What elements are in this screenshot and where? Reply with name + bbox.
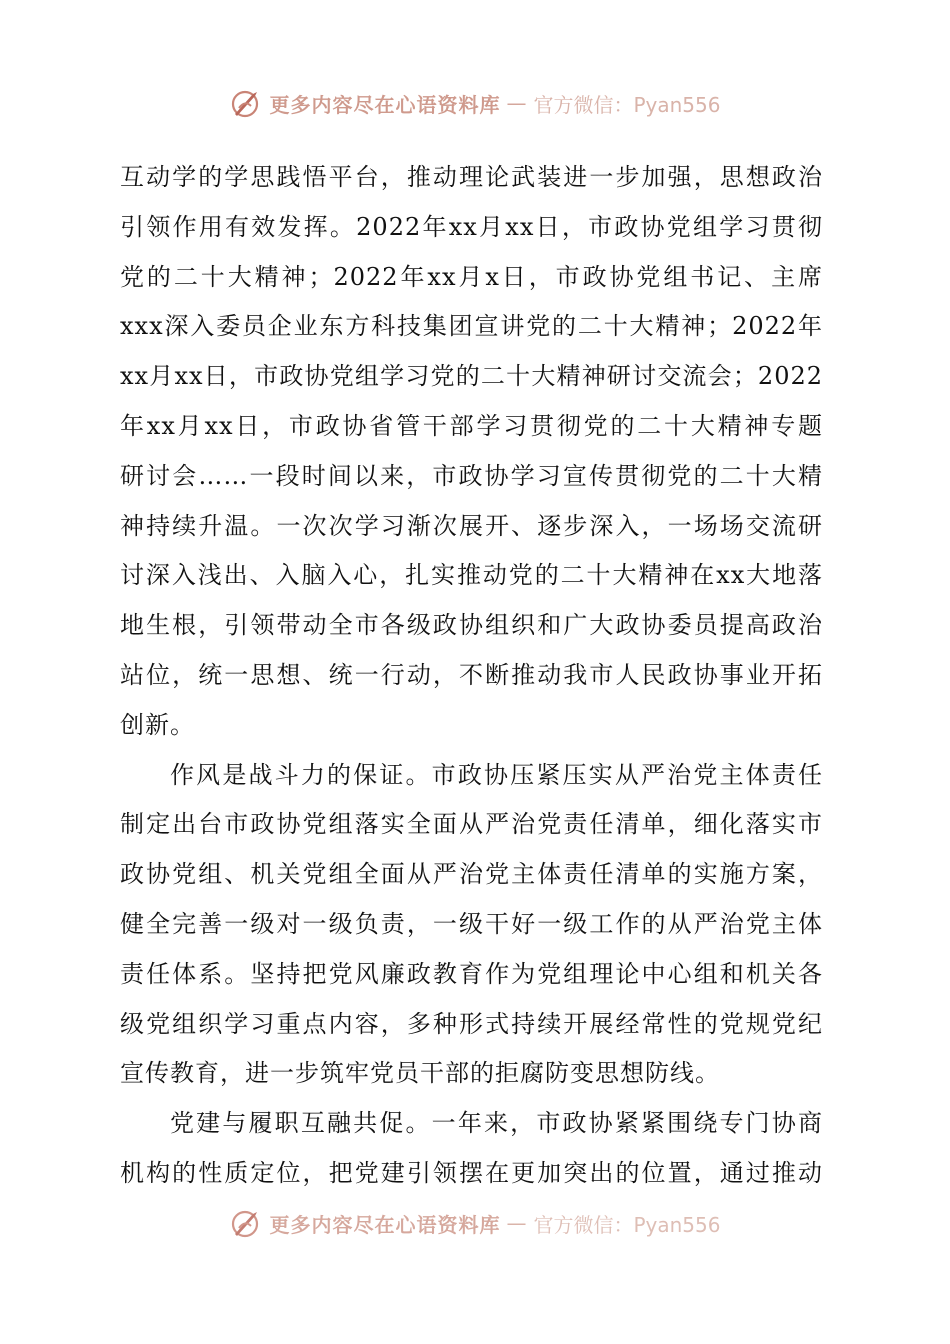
text-line: 创新。	[120, 710, 195, 739]
document-body	[120, 153, 823, 1199]
text-line: xxx深入委员企业东方科技集团宣讲党的二十大精神；2022年	[120, 312, 823, 341]
text-line: 站位，统一思想、统一行动，不断推动我市人民政协事业开拓	[120, 660, 823, 689]
watermark-brand: 更多内容尽在心语资料库	[269, 92, 501, 117]
text-line: 健全完善一级对一级负责，一级干好一级工作的从严治党主体	[120, 909, 823, 938]
text-line: 讨深入浅出、入脑入心，扎实推动党的二十大精神在xx大地落	[120, 561, 823, 590]
text-line: 地生根，引领带动全市各级政协组织和广大政协委员提高政治	[120, 611, 823, 640]
footer-watermark	[0, 1206, 950, 1240]
text-line: 级党组织学习重点内容，多种形式持续开展经常性的党规党纪	[120, 1009, 823, 1038]
text-line: 机构的性质定位，把党建引领摆在更加突出的位置，通过推动	[120, 1158, 823, 1187]
text-line: 年xx月xx日，市政协省管干部学习贯彻党的二十大精神专题	[120, 411, 823, 440]
paragraph-1	[120, 153, 823, 751]
pen-logo-icon	[229, 1206, 263, 1240]
pen-logo-icon	[229, 86, 263, 120]
text-line: 宣传教育，进一步筑牢党员干部的拒腐防变思想防线。	[120, 1059, 720, 1088]
paragraph-2	[120, 751, 823, 1100]
text-line: xx月xx日，市政协党组学习党的二十大精神研讨交流会；2022	[120, 362, 823, 391]
paragraph-3	[120, 1099, 823, 1199]
watermark-contact: 官方微信：Pyan556	[533, 92, 721, 117]
text-line: 引领作用有效发挥。2022年xx月xx日，市政协党组学习贯彻	[120, 212, 823, 241]
watermark-separator: —	[506, 91, 528, 115]
watermark-brand: 更多内容尽在心语资料库	[269, 1212, 501, 1237]
text-line: 党的二十大精神；2022年xx月x日，市政协党组书记、主席	[120, 262, 823, 291]
text-line: 党建与履职互融共促。一年来，市政协紧紧围绕专门协商	[170, 1109, 823, 1138]
text-line: 作风是战斗力的保证。市政协压紧压实从严治党主体责任	[170, 760, 823, 789]
text-line: 研讨会……一段时间以来，市政协学习宣传贯彻党的二十大精	[120, 461, 823, 490]
watermark-separator: —	[506, 1211, 528, 1235]
header-watermark	[0, 86, 950, 120]
text-line: 神持续升温。一次次学习渐次展开、逐步深入，一场场交流研	[120, 511, 823, 540]
text-line: 政协党组、机关党组全面从严治党主体责任清单的实施方案，	[120, 860, 823, 889]
text-line: 互动学的学思践悟平台，推动理论武装进一步加强，思想政治	[120, 163, 823, 191]
watermark-contact: 官方微信：Pyan556	[533, 1212, 721, 1237]
text-line: 责任体系。坚持把党风廉政教育作为党组理论中心组和机关各	[120, 959, 823, 988]
text-line: 制定出台市政协党组落实全面从严治党责任清单，细化落实市	[120, 810, 823, 839]
